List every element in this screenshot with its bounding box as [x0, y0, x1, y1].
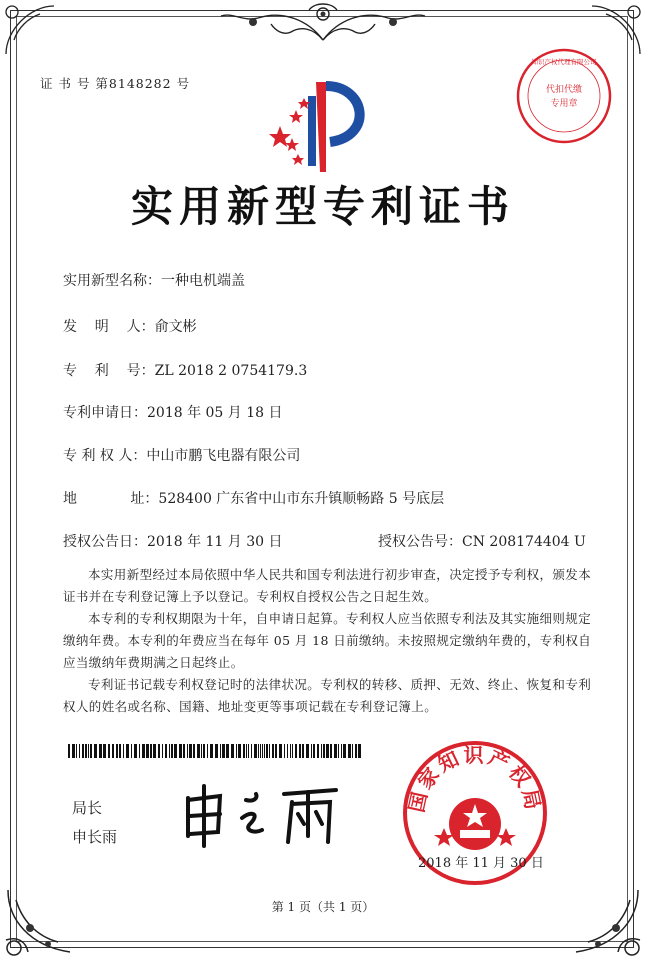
- barcode-bar: [226, 744, 229, 758]
- barcode-bar: [264, 744, 265, 758]
- barcode-bar: [238, 744, 241, 758]
- patentee-row: [63, 445, 300, 465]
- barcode-bar: [94, 744, 97, 758]
- barcode-bar: [341, 744, 342, 758]
- signature-name: 申长雨: [72, 828, 118, 846]
- barcode-bar: [254, 744, 257, 758]
- barcode-bar: [220, 744, 221, 758]
- paragraph-1: 本实用新型经过本局依照中华人民共和国专利法进行初步审查，决定授予专利权，颁发本证书并在专利登记簿上予以登记。专利权自授权公告之日起生效。: [63, 567, 592, 604]
- barcode-bar: [262, 744, 263, 758]
- handwritten-signature: [180, 780, 350, 850]
- barcode-bar: [284, 744, 285, 758]
- barcode-bar: [142, 744, 145, 758]
- barcode-bar: [174, 744, 177, 758]
- barcode-bar: [343, 744, 346, 758]
- inventor-label: 发 明 人：: [63, 319, 155, 335]
- barcode-bar: [279, 744, 282, 758]
- barcode-bar: [290, 744, 291, 758]
- top-ornament: [213, 0, 433, 46]
- barcode-bar: [317, 744, 319, 758]
- barcode-bar: [272, 744, 274, 758]
- barcode-bar: [338, 744, 339, 758]
- barcode-bar: [210, 744, 213, 758]
- address-label: 地 址：: [63, 491, 159, 507]
- barcode-bar: [306, 744, 309, 758]
- barcode-bar: [323, 744, 325, 758]
- barcode-bar: [85, 744, 87, 758]
- barcode: [68, 744, 364, 758]
- grant-date-label: 授权公告日：: [63, 534, 147, 550]
- bottom-right-ornament: [566, 880, 646, 960]
- barcode-bar: [313, 744, 315, 758]
- barcode-bar: [193, 744, 195, 758]
- inventor-row: [63, 316, 197, 336]
- barcode-bar: [295, 744, 297, 758]
- certificate-number: [40, 74, 190, 92]
- application-date-row: [63, 402, 283, 422]
- barcode-bar: [236, 744, 237, 758]
- barcode-bar: [68, 744, 70, 758]
- patent-number-row: [63, 360, 307, 380]
- utility-model-name-value: 一种电机端盖: [161, 273, 245, 289]
- barcode-bar: [79, 744, 80, 758]
- barcode-bar: [169, 744, 170, 758]
- barcode-bar: [119, 744, 121, 758]
- barcode-bar: [207, 744, 208, 758]
- top-left-ornament: [0, 0, 60, 60]
- barcode-bar: [231, 744, 234, 758]
- barcode-bar: [302, 744, 304, 758]
- barcode-bar: [162, 744, 163, 758]
- barcode-bar: [82, 744, 84, 758]
- grant-date-row: [63, 531, 283, 551]
- barcode-bar: [292, 744, 293, 758]
- barcode-bar: [248, 744, 249, 758]
- barcode-bar: [179, 744, 182, 758]
- barcode-bar: [139, 744, 140, 758]
- signature-title: 局长: [72, 799, 103, 817]
- barcode-bar: [99, 744, 102, 758]
- paragraph-3: 专利证书记载专利权登记时的法律状况。专利权的转移、质押、无效、终止、恢复和专利权人的姓名或名称、国籍、地址变更等事项记载在专利登记簿上。: [63, 677, 592, 714]
- barcode-bar: [76, 744, 77, 758]
- barcode-bar: [116, 744, 118, 758]
- barcode-bar: [269, 744, 270, 758]
- barcode-bar: [187, 744, 188, 758]
- seal-date: 2018 年 11 月 30 日: [418, 856, 544, 871]
- barcode-bar: [246, 744, 247, 758]
- certificate-number-suffix: 号: [176, 76, 191, 91]
- barcode-bar: [222, 744, 225, 758]
- grant-date-value: 2018 年 11 月 30 日: [147, 534, 283, 550]
- address-value: 528400 广东省中山市东升镇顺畅路 5 号底层: [158, 491, 445, 507]
- barcode-bar: [266, 744, 268, 758]
- barcode-bar: [348, 744, 351, 758]
- barcode-bar: [326, 744, 329, 758]
- barcode-bar: [134, 744, 137, 758]
- utility-model-name-label: 实用新型名称：: [63, 273, 161, 289]
- barcode-bar: [311, 744, 312, 758]
- barcode-bar: [171, 744, 173, 758]
- barcode-bar: [352, 744, 353, 758]
- barcode-bar: [215, 744, 218, 758]
- barcode-bar: [103, 744, 106, 758]
- barcode-bar: [299, 744, 301, 758]
- patentee-value: 中山市鹏飞电器有限公司: [146, 448, 301, 464]
- barcode-bar: [251, 744, 252, 758]
- barcode-bar: [287, 744, 288, 758]
- application-date-value: 2018 年 05 月 18 日: [147, 405, 283, 421]
- barcode-bar: [131, 744, 132, 758]
- utility-model-name-row: [63, 270, 245, 290]
- barcode-bar: [260, 744, 261, 758]
- barcode-bar: [334, 744, 337, 758]
- svg-text:知识产权代理有限公司: 知识产权代理有限公司: [531, 58, 597, 66]
- application-date-label: 专利申请日：: [63, 405, 147, 421]
- grant-number-row: [378, 531, 586, 551]
- barcode-bar: [153, 744, 156, 758]
- barcode-bar: [183, 744, 185, 758]
- barcode-bar: [203, 744, 205, 758]
- barcode-bar: [90, 744, 92, 758]
- barcode-bar: [126, 744, 129, 758]
- grant-number-value: CN 208174404 U: [462, 534, 586, 550]
- barcode-bar: [330, 744, 332, 758]
- barcode-bar: [108, 744, 110, 758]
- barcode-bar: [146, 744, 149, 758]
- barcode-bar: [358, 744, 361, 758]
- svg-text:国家知识产权局: 国家知识产权局: [404, 743, 546, 815]
- svg-text:代扣代缴: 代扣代缴: [545, 85, 583, 95]
- barcode-bar: [150, 744, 152, 758]
- barcode-bar: [201, 744, 202, 758]
- barcode-bar: [197, 744, 200, 758]
- barcode-bar: [112, 744, 114, 758]
- barcode-bar: [123, 744, 124, 758]
- certificate-title: 实用新型专利证书: [130, 182, 515, 231]
- grant-number-label: 授权公告号：: [378, 534, 462, 550]
- barcode-bar: [189, 744, 192, 758]
- patentee-label: 专 利 权 人：: [63, 448, 147, 464]
- svg-text:专用章: 专用章: [550, 99, 578, 109]
- patent-number-label: 专 利 号：: [63, 363, 155, 379]
- inventor-value: 俞文彬: [154, 319, 197, 335]
- barcode-bar: [243, 744, 245, 758]
- patent-number-value: ZL 2018 2 0754179.3: [154, 363, 308, 379]
- barcode-bar: [275, 744, 277, 758]
- barcode-bar: [258, 744, 259, 758]
- certificate-number-label: 证 书 号 第: [40, 76, 109, 91]
- page-indicator: 第 1 页（共 1 页）: [271, 900, 375, 914]
- barcode-bar: [88, 744, 89, 758]
- certificate-number-value: 8148282: [108, 76, 172, 91]
- barcode-bar: [165, 744, 167, 758]
- address-row: [63, 488, 444, 508]
- paragraph-2: 本专利的专利权期限为十年，自申请日起算。专利权人应当依照专利法及其实施细则规定缴纳年费。本专利的年费应当在每年 05 月 18 日前缴纳。未按照规定缴纳年费的，专利权自应当缴纳年费期满之日起终止。: [63, 611, 592, 670]
- barcode-bar: [355, 744, 357, 758]
- barcode-bar: [158, 744, 160, 758]
- barcode-bar: [321, 744, 322, 758]
- patent-office-logo: [266, 76, 376, 176]
- bottom-left-ornament: [0, 880, 80, 960]
- agency-seal: [514, 46, 614, 146]
- barcode-bar: [72, 744, 75, 758]
